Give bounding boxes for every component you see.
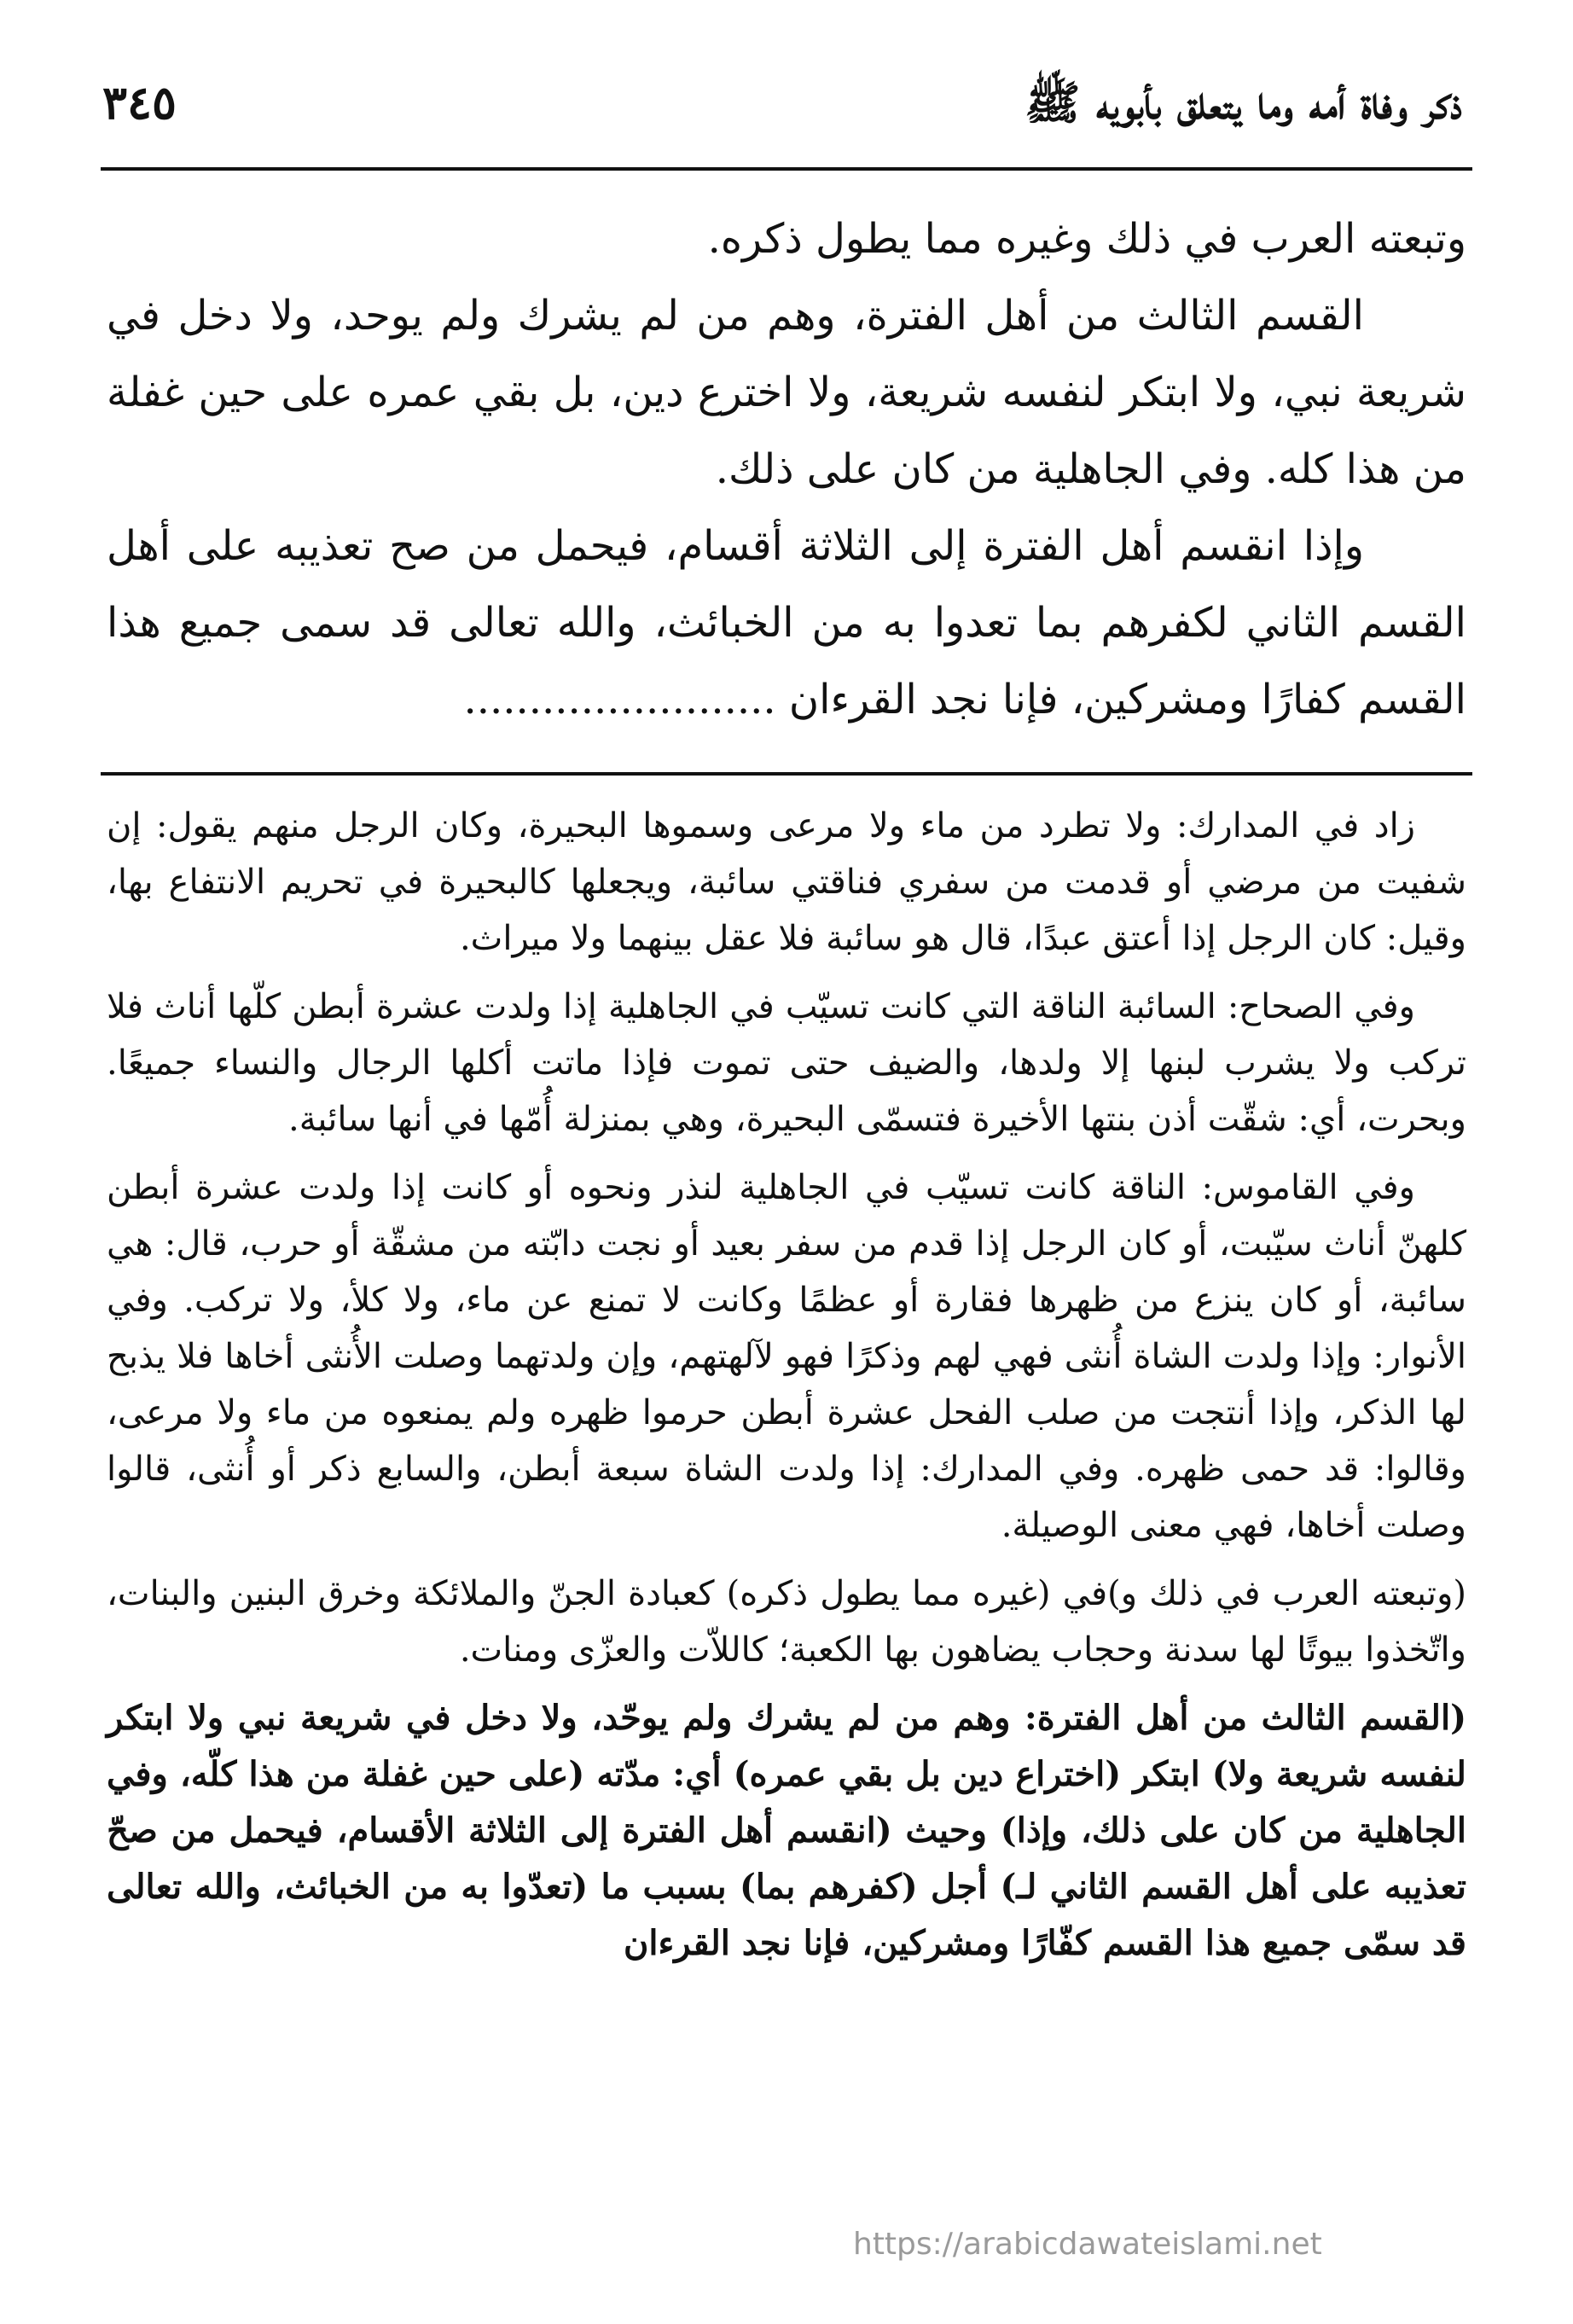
running-title: ذكر وفاة أمه وما يتعلق بأبويه ﷺ bbox=[1024, 75, 1462, 130]
commentary-paragraph-3: وفي القاموس: الناقة كانت تسيّب في الجاهلية لنذر ونحوه أو كانت إذا ولدت عشرة أبطن كلهنّ أناث سيّبت، أو كان الرجل إذا قدم من سفر بعيد أو نجت دابّته من مشقّة أو حرب، قال: هي سائبة، أو كان ينزع من ظهرها فقارة أو عظمًا وكانت لا تمنع عن ماء، ولا كلأ، ولا تركب. وفي الأنوار: وإذا ولدت الشاة أُنثى فهي لهم وذكرًا فهو لآلهتهم، وإن ولدتهما وصلت الأُنثى أخاها فلا يذبح لها الذكر، وإذا أنتجت من صلب الفحل عشرة أبطن حرموا ظهره ولم يمنعوه من ماء ولا مرعى، وقالوا: قد حمى ظهره. وفي المدارك: إذا ولدت الشاة سبعة أبطن، والسابع ذكر أو أُنثى، قالوا وصلت أخاها، فهي معنى الوصيلة. bbox=[107, 1168, 1466, 1545]
header-divider bbox=[101, 167, 1472, 171]
commentary-paragraph-4: (وتبعته العرب في ذلك و)في (غيره مما يطول ذكره) كعبادة الجنّ والملائكة وخرق البنين والبنات، واتّخذوا بيوتًا لها سدنة وحجاب يضاهون بها الكعبة؛ كاللاّت والعزّى ومنات. bbox=[107, 1574, 1466, 1670]
page-number: ٣٤٥ bbox=[102, 75, 177, 130]
page-header bbox=[102, 60, 1462, 145]
main-paragraph-3-text: وإذا انقسم أهل الفترة إلى الثلاثة أقسام، فيحمل من صح تعذيبه على أهل القسم الثاني لكفرهم بما تعدوا به من الخبائث، والله تعالى قد سمى جميع هذا القسم كفارًا ومشركين، فإنا نجد القرءان bbox=[107, 522, 1467, 723]
main-text bbox=[107, 200, 1466, 738]
main-paragraph-2: القسم الثالث من أهل الفترة، وهم من لم يشرك ولم يوحد، ولا دخل في شريعة نبي، ولا ابتكر لنفسه شريعة، ولا اخترع دين، بل بقي عمره على حين غفلة من هذا كله. وفي الجاهلية من كان على ذلك. bbox=[107, 292, 1466, 493]
commentary-paragraph-2: وفي الصحاح: السائبة الناقة التي كانت تسيّب في الجاهلية إذا ولدت عشرة أبطن كلّها أناث فلا تركب ولا يشرب لبنها إلا ولدها، والضيف حتى تموت فإذا ماتت أكلها الرجال والنساء جميعًا. وبحرت، أي: شقّت أذن بنتها الأخيرة فتسمّى البحيرة، وهي بمنزلة أُمّها في أنها سائبة. bbox=[107, 987, 1466, 1139]
watermark-url: https://arabicdawateislami.net bbox=[853, 2227, 1322, 2262]
commentary bbox=[107, 798, 1466, 1984]
section-divider bbox=[101, 772, 1472, 776]
commentary-paragraph-1: زاد في المدارك: ولا تطرد من ماء ولا مرعى وسموها البحيرة، وكان الرجل منهم يقول: إن شفيت من مرضي أو قدمت من سفري فناقتي سائبة، ويجعلها كالبحيرة في تحريم الانتفاع بها، وقيل: كان الرجل إذا أعتق عبدًا، قال هو سائبة فلا عقل بينهما ولا ميراث. bbox=[107, 806, 1466, 958]
main-paragraph-1: وتبعته العرب في ذلك وغيره مما يطول ذكره. bbox=[707, 215, 1466, 263]
commentary-paragraph-5: (القسم الثالث من أهل الفترة: وهم من لم يشرك ولم يوحّد، ولا دخل في شريعة نبي ولا ابتكر لنفسه شريعة ولا) ابتكر (اختراع دين بل بقي عمره) أي: مدّته (على حين غفلة من هذا كلّه، وفي الجاهلية من كان على ذلك، وإذا) وحيث (انقسم أهل الفترة إلى الثلاثة الأقسام، فيحمل من صحّ تعذيبه على أهل القسم الثاني لـ) أجل (كفرهم بما) بسبب ما (تعدّوا به من الخبائث، والله تعالى قد سمّى جميع هذا القسم كفّارًا ومشركين، فإنا نجد القرءان bbox=[107, 1698, 1466, 1963]
main-paragraph-3 bbox=[107, 508, 1466, 738]
continuation-dots: ........................ bbox=[463, 676, 776, 723]
